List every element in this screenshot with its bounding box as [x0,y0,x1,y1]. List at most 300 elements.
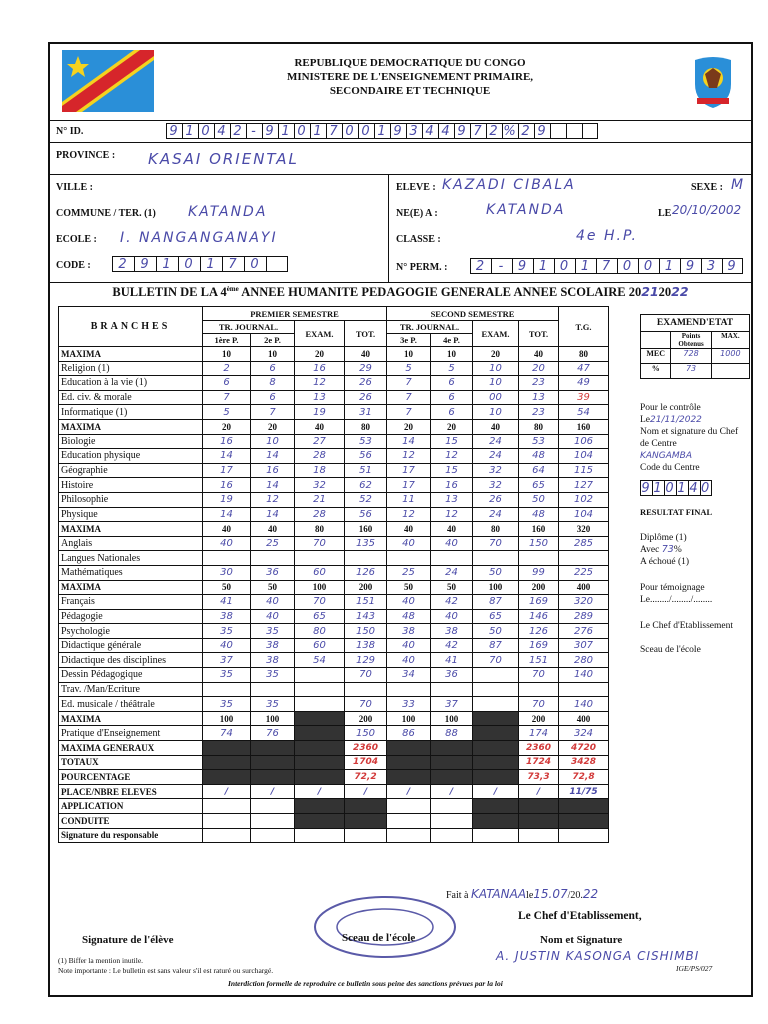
grade-cell [295,726,345,741]
grade-cell [387,770,431,785]
grade-cell [295,551,345,566]
grade-cell [473,828,519,843]
bulletin-title-sup: ème [226,284,239,293]
grade-cell: 47 [559,361,609,376]
second-semestre-header: SECOND SEMESTRE [387,307,559,321]
grade-cell: 51 [345,463,387,478]
grade-cell: 40 [295,419,345,434]
grade-cell: 42 [431,638,473,653]
subject-row [59,507,609,522]
grade-cell [473,697,519,712]
chef-centre-label: Nom et signature du Chef de Centre [640,427,739,449]
grade-cell: 80 [295,624,345,639]
subject-name: Education à la vie (1) [59,376,203,391]
grade-cell: 400 [559,711,609,726]
header-line-ministry: MINISTERE DE L'ENSEIGNEMENT PRIMAIRE, [286,71,534,83]
grade-cell: 200 [519,580,559,595]
grade-cell: 307 [559,638,609,653]
subject-name: Français [59,595,203,610]
year-start: 21 [641,284,659,299]
year-mid: 20 [658,285,672,299]
grade-cell [251,551,295,566]
grade-cell: 35 [203,668,251,683]
box-char: 9 [722,258,743,274]
maxima-row [59,419,609,434]
diplome-label: Diplôme (1) [640,533,687,543]
grade-cell: 18 [295,463,345,478]
grade-cell [431,682,473,697]
box-char: 9 [166,123,182,139]
grade-cell: 17 [203,463,251,478]
grade-cell: 10 [251,434,295,449]
controle-label: Pour le contrôle [640,403,701,413]
header [50,44,751,121]
subject-row [59,653,609,668]
grade-cell [387,551,431,566]
box-char: 9 [512,258,533,274]
maxima-row [59,755,609,770]
grade-cell [345,682,387,697]
birth-date-label: LE [658,208,672,219]
grade-cell: 285 [559,536,609,551]
fait-date: 15.07 [533,887,568,901]
grade-cell: 2 [203,361,251,376]
box-char: 0 [294,123,310,139]
fait-a-label: Fait à [446,890,469,901]
subject-name: Religion (1) [59,361,203,376]
grade-cell: 20 [519,361,559,376]
sceau-ecole-label: Sceau de l'école [342,932,416,944]
grade-cell: 10 [203,347,251,362]
grade-cell: 100 [387,711,431,726]
grade-cell [251,770,295,785]
grade-cell: 7 [203,390,251,405]
grade-cell: 150 [345,726,387,741]
grade-cell: 150 [345,624,387,639]
grade-cell: 41 [203,595,251,610]
code-centre-boxes [640,480,748,496]
grade-cell: 99 [519,565,559,580]
grade-cell: 12 [295,376,345,391]
subject-row [59,726,609,741]
avec-unit: % [673,545,682,555]
box-char: 7 [470,123,486,139]
grade-cell: 70 [473,536,519,551]
box-char: 4 [214,123,230,139]
grade-cell [345,814,387,829]
grade-cell: 48 [519,507,559,522]
grade-cell: 6 [431,405,473,420]
box-char: 0 [244,256,266,272]
grade-cell [431,755,473,770]
perm-label: N° PERM. : [396,262,448,273]
box-char: 9 [534,123,550,139]
grade-cell [203,682,251,697]
subject-row [59,361,609,376]
note-biffer: (1) Biffer la mention inutile. [58,956,144,965]
classe-value: 4e H.P. [576,228,638,244]
sexe-label: SEXE : [691,182,723,193]
grade-cell [431,814,473,829]
grade-cell: 13 [295,390,345,405]
grade-cell: 87 [473,638,519,653]
grade-cell [345,828,387,843]
maxima-row [59,770,609,785]
grade-cell: 40 [203,638,251,653]
grade-cell: 40 [251,609,295,624]
grade-cell [203,828,251,843]
box-char: 9 [680,258,701,274]
grade-cell: 129 [345,653,387,668]
subject-name: Pratique d'Enseignement [59,726,203,741]
fait-place: KATANAA [471,887,527,901]
grade-cell: 7 [387,376,431,391]
grade-cell: 7 [387,390,431,405]
grade-cell [295,682,345,697]
grade-cell: 21 [295,492,345,507]
grade-cell [295,828,345,843]
exam-etat-box [640,314,750,379]
grade-cell [431,741,473,756]
box-char: 7 [222,256,244,272]
grade-cell [387,755,431,770]
grade-cell: 25 [387,565,431,580]
grade-cell: 34 [387,668,431,683]
grade-cell: 25 [251,536,295,551]
grade-cell: 3428 [559,755,609,770]
box-char: 1 [374,123,390,139]
grade-cell: 40 [387,522,431,537]
grade-cell [473,799,519,814]
nom-signature-label: Nom et Signature [540,934,623,946]
grade-cell: 30 [203,565,251,580]
grade-cell: 10 [251,347,295,362]
grade-cell: 65 [295,609,345,624]
box-char: 0 [178,256,200,272]
box-char: - [491,258,512,274]
grade-cell [559,799,609,814]
grade-cell: 1724 [519,755,559,770]
grade-cell: 35 [203,624,251,639]
grade-cell [251,799,295,814]
grade-cell: 100 [473,580,519,595]
grade-cell: 40 [387,595,431,610]
grade-cell: 40 [431,609,473,624]
box-char: 2 [518,123,534,139]
grade-cell: 17 [387,478,431,493]
grade-cell: 160 [559,419,609,434]
box-char: 4 [438,123,454,139]
grade-cell: 36 [431,668,473,683]
id-boxes [166,123,598,139]
grade-cell: 100 [203,711,251,726]
subject-row [59,595,609,610]
grade-cell [203,799,251,814]
grade-cell: 40 [473,419,519,434]
grade-cell: 76 [251,726,295,741]
id-label: N° ID. [56,126,84,137]
grade-cell: 10 [473,376,519,391]
ville-label: VILLE : [56,182,93,193]
grade-cell: / [387,784,431,799]
province-value: KASAI ORIENTAL [148,150,299,168]
grade-cell: 73,3 [519,770,559,785]
chef-name-signature: A. JUSTIN KASONGA CISHIMBI [496,949,700,963]
grade-cell: 160 [519,522,559,537]
maxima-row [59,828,609,843]
grade-cell: 10 [387,347,431,362]
box-char: 9 [262,123,278,139]
grade-cell: 16 [203,434,251,449]
maxima-row [59,711,609,726]
fait-a-line: Fait à KATANAAle15.07/20.22 [446,887,599,901]
subject-row [59,405,609,420]
grade-cell: 24 [431,565,473,580]
grade-cell: 200 [345,711,387,726]
grade-cell [473,755,519,770]
box-char: % [503,124,518,139]
grade-cell: 15 [431,463,473,478]
grade-cell: 24 [473,449,519,464]
grade-cell: 20 [431,419,473,434]
box-char: 9 [454,123,470,139]
grade-cell: 60 [295,565,345,580]
box-char [566,123,582,139]
grade-cell [203,551,251,566]
grade-cell: 40 [431,536,473,551]
avec-value: 73 [661,544,674,555]
box-char: 0 [665,481,676,496]
max-header: MAX. [721,332,740,340]
grade-cell: 20 [251,419,295,434]
grade-cell [473,668,519,683]
grade-cell [559,814,609,829]
grade-cell: 70 [295,595,345,610]
grade-cell: 200 [519,711,559,726]
grade-cell [295,799,345,814]
grade-cell: 32 [295,478,345,493]
exam-2-header: EXAM. [473,321,519,347]
bulletin-title-rest: ANNEE HUMANITE PEDAGOGIE GENERALE ANNEE SCOLAIRE 20 [241,285,642,299]
grade-cell [473,551,519,566]
grade-cell: 16 [251,463,295,478]
maxima-row [59,814,609,829]
grade-cell: 200 [345,580,387,595]
grade-cell: 70 [519,697,559,712]
grade-cell: 12 [431,507,473,522]
grade-cell: 14 [387,434,431,449]
box-char: 1 [659,258,680,274]
echoue-label: A échoué (1) [640,557,690,567]
box-char: - [246,123,262,139]
grade-cell: 10 [473,405,519,420]
grade-cell: 53 [519,434,559,449]
temoignage-date: Le......../......../........ [640,595,713,605]
grade-cell: 12 [387,449,431,464]
box-char: 1 [156,256,178,272]
subject-row [59,478,609,493]
grade-cell: 24 [473,507,519,522]
grade-cell: 7 [387,405,431,420]
grade-cell: 50 [431,580,473,595]
grade-cell [519,799,559,814]
grade-cell [519,814,559,829]
grade-cell: 54 [559,405,609,420]
interdiction-note: Interdiction formelle de reproduire ce bulletin sous peine des sanctions prévues par la loi [228,979,503,988]
subject-row [59,638,609,653]
grade-cell: 20 [295,347,345,362]
grade-cell: 14 [251,507,295,522]
grade-cell: 48 [519,449,559,464]
grade-cell: 169 [519,638,559,653]
grade-cell: 5 [387,361,431,376]
box-char: 1 [200,256,222,272]
subject-name: MAXIMA [59,522,203,537]
grade-cell: 31 [345,405,387,420]
grade-cell: 2360 [519,741,559,756]
grade-cell: 00 [473,390,519,405]
mec-max: 1000 [720,349,741,358]
grade-cell: 16 [295,361,345,376]
avec-label: Avec [640,545,660,555]
grade-cell: 126 [519,624,559,639]
grade-cell: 37 [203,653,251,668]
grade-cell: 6 [203,376,251,391]
grade-cell: 40 [251,595,295,610]
ecole-label: ECOLE : [56,234,97,245]
grade-cell: 50 [519,492,559,507]
grade-cell: 106 [559,434,609,449]
coat-of-arms-icon [689,54,737,110]
grade-cell: 151 [345,595,387,610]
subject-name: Dessin Pédagogique [59,668,203,683]
subject-name: Langues Nationales [59,551,203,566]
grade-cell: 13 [519,390,559,405]
grade-cell [295,697,345,712]
grade-cell: 88 [431,726,473,741]
ecole-value: I. NANGANGANAYI [120,230,278,246]
grade-cell: / [345,784,387,799]
grade-cell: 50 [387,580,431,595]
grade-cell: 12 [251,492,295,507]
grade-cell [559,682,609,697]
grade-cell: 42 [431,595,473,610]
mec-label: MEC [641,349,671,363]
tr-journal-1-header: TR. JOURNAL. [203,321,295,334]
grade-cell: 28 [295,507,345,522]
grade-cell: 146 [519,609,559,624]
eleve-label: ELEVE : [396,182,436,193]
grade-cell [431,828,473,843]
subject-name: Signature du responsable [59,828,203,843]
grade-cell: 40 [387,638,431,653]
grade-cell: 35 [251,697,295,712]
header-title [230,56,590,98]
grade-cell [345,551,387,566]
grade-cell: 100 [251,711,295,726]
grade-cell: / [251,784,295,799]
box-char: 9 [641,481,652,496]
maxima-row [59,580,609,595]
grade-cell [559,828,609,843]
subject-row [59,624,609,639]
maxima-row [59,784,609,799]
grade-cell: 87 [473,595,519,610]
pct-label: % [641,364,671,378]
box-char: 2 [112,256,134,272]
grade-cell: 53 [345,434,387,449]
grade-cell: 160 [345,522,387,537]
grade-cell: 52 [345,492,387,507]
box-char: 0 [554,258,575,274]
grade-cell: 49 [559,376,609,391]
resultat-final-label: RESULTAT FINAL [640,507,713,517]
grade-cell: 169 [519,595,559,610]
grade-cell: 80 [345,419,387,434]
grade-cell [431,551,473,566]
subject-name: Ed. civ. & morale [59,390,203,405]
chef-etab-label: Le Chef d'Etablissement [640,621,733,631]
grade-cell: 64 [519,463,559,478]
grade-cell: 140 [559,668,609,683]
box-char [582,123,598,139]
premier-semestre-header: PREMIER SEMESTRE [203,307,387,321]
exam-1-header: EXAM. [295,321,345,347]
branches-header: BRANCHES [59,307,203,347]
subject-row [59,565,609,580]
grade-cell: 4720 [559,741,609,756]
subject-name: Psychologie [59,624,203,639]
grade-cell: 2360 [345,741,387,756]
school-info [50,174,389,283]
grade-cell: 150 [519,536,559,551]
box-char: 4 [689,481,700,496]
grade-cell: / [431,784,473,799]
grade-cell: 225 [559,565,609,580]
grade-cell [203,770,251,785]
grade-cell: 143 [345,609,387,624]
province-row [50,142,751,175]
nee-label: NE(E) A : [396,208,438,219]
subject-name: CONDUITE [59,814,203,829]
grade-cell [387,741,431,756]
grade-cell [387,799,431,814]
grade-cell: 35 [203,697,251,712]
subject-name: PLACE/NBRE ELEVES [59,784,203,799]
subject-row [59,697,609,712]
box-char [266,256,288,272]
grade-cell: 28 [295,449,345,464]
box-char: 2 [230,123,246,139]
grade-cell: 6 [431,390,473,405]
school-stamp-icon [310,892,460,962]
subject-name: Anglais [59,536,203,551]
report-card [48,42,753,997]
box-char: 1 [575,258,596,274]
grade-cell: 56 [345,507,387,522]
grade-cell: 135 [345,536,387,551]
grade-cell: 19 [203,492,251,507]
subject-name: Education physique [59,449,203,464]
grade-cell: 70 [473,653,519,668]
grade-cell [203,755,251,770]
grade-cell: 38 [387,624,431,639]
grade-cell: 17 [387,463,431,478]
grade-cell: 26 [473,492,519,507]
grade-cell [473,741,519,756]
grade-cell: 35 [251,668,295,683]
grade-cell: 60 [295,638,345,653]
